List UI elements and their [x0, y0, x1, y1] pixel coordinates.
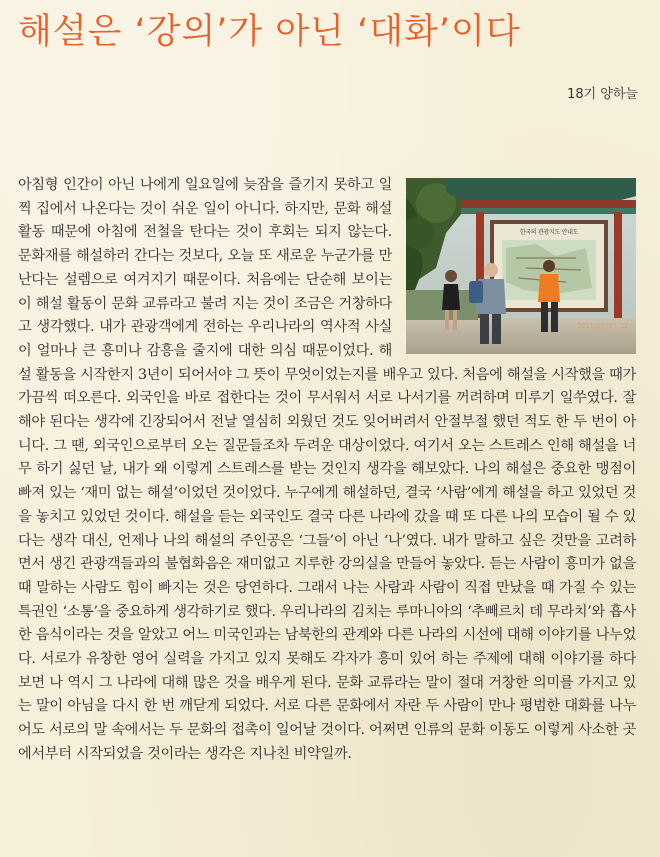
author-byline: 18기 양하늘 [567, 87, 638, 102]
article-body [18, 174, 636, 767]
person-visitor [445, 270, 457, 282]
pavilion-pillar [614, 212, 622, 322]
person-visitor [484, 263, 498, 277]
person-guide [543, 260, 555, 272]
board-sign-text: 한국의 관광지도 안내도 [519, 229, 579, 236]
article-text: 아침형 인간이 아닌 나에게 일요일에 늦잠을 즐기지 못하고 일찍 집에서 나온다는 것이 쉬운 일이 아니다. 하지만, 문화 해설 활동 때문에 아침에 전철을 탄다는 것이 후회는 되지 않는다. 문화재를 해설하러 간다는 것보다, 오늘 또 새로운 누군가를 만난다는 설렘으로 여겨지기 때문이다. 처음에는 단순해 보이는 이 해설 활동이 문화 교류라고 불려 지는 것이 조금은 거창하다고 생각했다. 내가 관광객에게 전하는 우리나라의 역사적 사실이 얼마나 큰 흥미나 감흥을 줄지에 대한 의심 때문이었다. 해설 활동을 시작한지 3년이 되어서야 그 뜻이 무엇이었는지를 배우고 있다. 처음에 해설을 시작했을 때가 가끔씩 떠오른다. 외국인을 바로 접한다는 것이 무서워서 서로 나서기를 꺼려하며 미루기 일쑤였다. 잘해야 된다는 생각에 긴장되어서 전날 열심히 외웠던 것도 잊어버려서 안절부절 했던 적도 한 두 번이 아니다. 그 땐, 외국인으로부터 오는 질문들조차 두려운 대상이었다. 여기서 오는 스트레스 인해 해설을 너무 하기 싫던 날, 내가 왜 이렇게 스트레스를 받는 것인지 생각을 해보았다. 나의 해설은 중요한 맹점이 빠져 있는 ‘재미 없는 해설’이었던 것이었다. 누구에게 해설하던, 결국 ‘사람’에게 해설을 하고 있었던 것을 놓치고 있었던 것이다. 해설을 듣는 외국인도 결국 다른 나라에 갔을 때 또 다른 나의 모습이 될 수 있다는 생각 대신, 언제나 나의 해설의 주인공은 ‘그들’이 아닌 ‘나’였다. 내가 말하고 싶은 것만을 고려하면서 생긴 관광객들과의 불협화음은 재미없고 지루한 강의실을 만들어 놓았다. 듣는 사람이 흥미가 없을 때 말하는 사람도 힘이 빠지는 것은 당연하다. 그래서 나는 사람과 사람이 직접 만났을 때 가질 수 있는 특권인 ‘소통’을 중요하게 생각하기로 했다. 우리나라의 김치는 루마니아의 ‘추빼르치 데 무라치’와 흡사한 음식이라는 것을 알았고 어느 미국인과는 남북한의 관계와 다른 나라의 시선에 대해 이야기를 나누었다. 서로가 유창한 영어 실력을 가지고 있지 못해도 각자가 흥미 있어 하는 주제에 대해 이야기를 하다 보면 나 역시 그 나라에 대해 많은 것을 배우게 된다. 문화 교류라는 말이 절대 거창한 의미를 가지고 있는 말이 아님을 다시 한 번 깨닫게 되었다. 서로 다른 문화에서 자란 두 사람이 만나 평범한 대화를 나누어도 서로의 말 속에서는 두 문화의 접촉이 일어날 것이다. 어쩌면 인류의 문화 이동도 이렇게 사소한 곳에서부터 시작되었을 것이라는 생각은 지나친 비약일까. [18, 177, 636, 762]
page-title: 해설은 ‘강의’가 아닌 ‘대화’이다 [18, 12, 521, 52]
article-photo [406, 178, 636, 354]
photo-timestamp: 2013/07/07 12: [577, 322, 632, 330]
